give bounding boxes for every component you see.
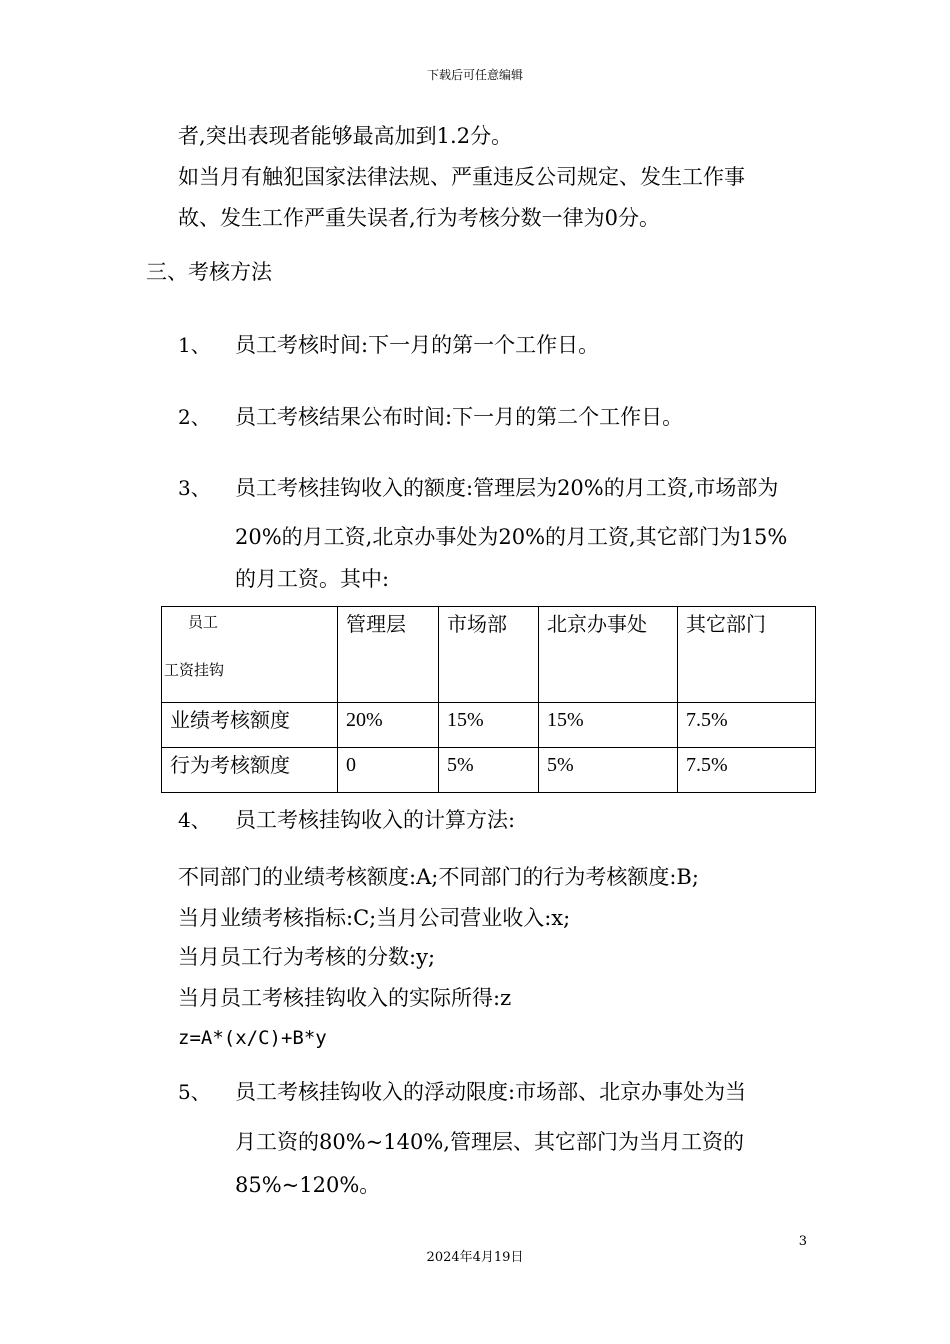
column-header: 北京办事处 <box>539 607 678 703</box>
item-text: 的月工资。其中: <box>235 567 390 591</box>
table-cell: 0 <box>338 748 439 793</box>
paragraph-line: 者,突出表现者能够最高加到1.2分。 <box>178 124 513 148</box>
column-header: 管理层 <box>338 607 439 703</box>
table-cell: 7.5% <box>678 703 816 748</box>
section-title: 三、考核方法 <box>146 260 272 284</box>
item-text: 20%的月工资,北京办事处为20%的月工资,其它部门为15% <box>235 525 788 549</box>
table-cell: 15% <box>539 703 678 748</box>
row-label: 业绩考核额度 <box>162 703 338 748</box>
item-number: 2、 <box>178 405 211 429</box>
formula-line: 不同部门的业绩考核额度:A;不同部门的行为考核额度:B; <box>178 865 699 889</box>
table-cell: 20% <box>338 703 439 748</box>
item-text: 员工考核时间:下一月的第一个工作日。 <box>235 333 600 357</box>
item-number: 3、 <box>178 476 211 500</box>
item-number: 4、 <box>178 808 211 832</box>
assessment-table <box>161 606 816 793</box>
formula-line: 当月业绩考核指标:C;当月公司营业收入:x; <box>178 906 571 930</box>
table-cell: 7.5% <box>678 748 816 793</box>
item-text: 员工考核挂钩收入的浮动限度:市场部、北京办事处为当 <box>235 1080 747 1104</box>
item-number: 1、 <box>178 333 211 357</box>
item-number: 5、 <box>178 1080 211 1104</box>
formula-line: 当月员工行为考核的分数:y; <box>178 945 436 969</box>
page-footer-date: 2024年4月19日 <box>426 1250 524 1265</box>
formula-expression: z=A*(x/C)+B*y <box>178 1027 327 1049</box>
corner-label-bottom: 工资挂钩 <box>164 661 225 679</box>
item-text: 85%~120%。 <box>235 1173 381 1197</box>
page-number: 3 <box>798 1234 807 1249</box>
paragraph-line: 如当月有触犯国家法律法规、严重违反公司规定、发生工作事 <box>178 165 745 189</box>
table-row <box>162 748 816 793</box>
table-cell: 5% <box>539 748 678 793</box>
table-row <box>162 703 816 748</box>
table-cell: 5% <box>439 748 539 793</box>
column-header: 其它部门 <box>678 607 816 703</box>
page-header: 下载后可任意编辑 <box>426 68 523 82</box>
table-header-row <box>162 607 816 703</box>
item-text: 员工考核挂钩收入的计算方法: <box>235 808 516 832</box>
row-label: 行为考核额度 <box>162 748 338 793</box>
item-text: 月工资的80%~140%,管理层、其它部门为当月工资的 <box>235 1130 744 1154</box>
item-text: 员工考核挂钩收入的额度:管理层为20%的月工资,市场部为 <box>235 476 779 500</box>
item-text: 员工考核结果公布时间:下一月的第二个工作日。 <box>235 405 684 429</box>
table-corner-cell <box>162 607 338 703</box>
corner-label-top: 员工 <box>188 613 219 631</box>
column-header: 市场部 <box>439 607 539 703</box>
table-cell: 15% <box>439 703 539 748</box>
paragraph-line: 故、发生工作严重失误者,行为考核分数一律为0分。 <box>178 206 661 230</box>
formula-line: 当月员工考核挂钩收入的实际所得:z <box>178 986 512 1010</box>
